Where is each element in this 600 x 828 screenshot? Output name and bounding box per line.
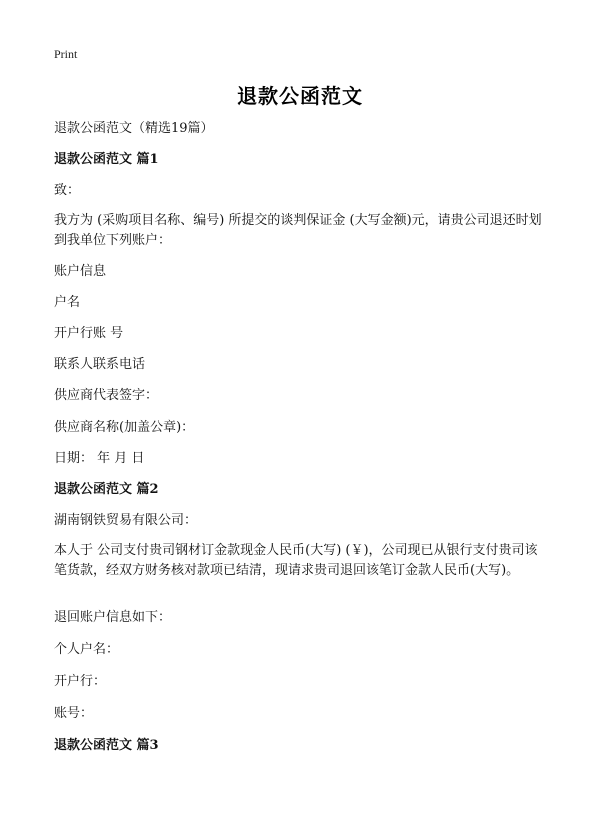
- refund-explanation-paragraph: 本人于 公司支付贵司钢材订金款现金人民币(大写) (￥)，公司现已从银行支付贵司该笔货款，经双方财务核对款项已结清，现请求贵司退回该笔订金款人民币(大写)。: [54, 543, 538, 578]
- salutation-line: 致：: [54, 183, 81, 198]
- document-title: 退款公函范文: [237, 84, 363, 108]
- recipient-line: 湖南钢铁贸易有限公司：: [54, 513, 198, 528]
- refund-request-paragraph: 我方为 (采购项目名称、编号) 所提交的谈判保证金 (大写金额)元，请贵公司退还时划到我单位下列账户：: [54, 213, 542, 248]
- bank-label: 开户行：: [54, 674, 107, 689]
- account-name-label: 户名: [54, 295, 81, 310]
- personal-account-name-label: 个人户名：: [54, 642, 120, 657]
- date-label: 日期： 年 月 日: [54, 451, 145, 466]
- section-heading-1: 退款公函范文 篇1: [54, 152, 159, 167]
- supplier-rep-signature-label: 供应商代表签字：: [54, 388, 159, 403]
- section-heading-2: 退款公函范文 篇2: [54, 482, 159, 497]
- account-number-label: 账号：: [54, 706, 94, 721]
- supplier-name-label: 供应商名称(加盖公章)：: [54, 420, 195, 435]
- refund-account-info-label: 退回账户信息如下：: [54, 610, 172, 625]
- document-subtitle: 退款公函范文（精选19篇）: [54, 121, 214, 136]
- contact-label: 联系人联系电话: [54, 357, 146, 372]
- account-info-label: 账户信息: [54, 264, 107, 279]
- bank-account-label: 开户行账 号: [54, 326, 124, 341]
- section-heading-3: 退款公函范文 篇3: [54, 738, 159, 753]
- print-link[interactable]: Print: [54, 47, 78, 61]
